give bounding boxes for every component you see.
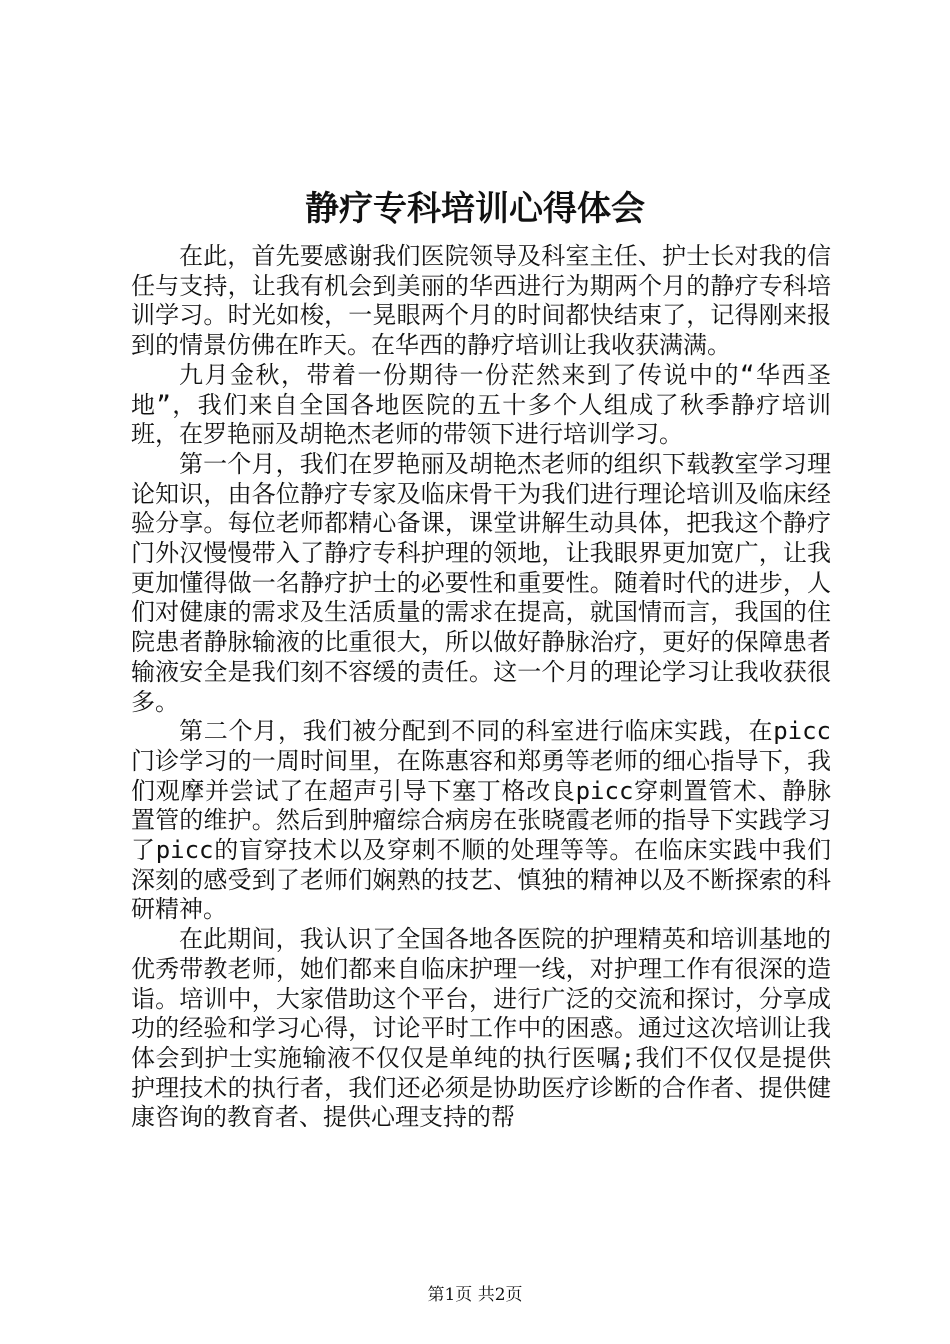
document-title: 静疗专科培训心得体会 (305, 189, 645, 229)
paragraph-during-period: 在此期间，我认识了全国各地各医院的护理精英和培训基地的优秀带教老师，她们都来自临床护理一线，对护理工作有很深的造诣。培训中，大家借助这个平台，进行广泛的交流和探讨，分享成功的经验和学习心得，讨论平时工作中的困惑。通过这次培训让我体会到护士实施输液不仅仅是单纯的执行医嘱;我们不仅仅是提供护理技术的执行者，我们还必须是协助医疗诊断的合作者、提供健康咨询的教育者、提供心理支持的帮 (131, 925, 831, 1132)
document-body (131, 242, 831, 1133)
page-footer: 第1页 共2页 (427, 1285, 523, 1305)
paragraph-first-month: 第一个月，我们在罗艳丽及胡艳杰老师的组织下载教室学习理论知识，由各位静疗专家及临床骨干为我们进行理论培训及临床经验分享。每位老师都精心备课，课堂讲解生动具体，把我这个静疗门外汉慢慢带入了静疗专科护理的领地，让我眼界更加宽广，让我更加懂得做一名静疗护士的必要性和重要性。随着时代的进步，人们对健康的需求及生活质量的需求在提高，就国情而言，我国的住院患者静脉输液的比重很大，所以做好静脉治疗，更好的保障患者输液安全是我们刻不容缓的责任。这一个月的理论学习让我收获很多。 (131, 449, 831, 716)
paragraph-intro: 在此，首先要感谢我们医院领导及科室主任、护士长对我的信任与支持，让我有机会到美丽的华西进行为期两个月的静疗专科培训学习。时光如梭，一晃眼两个月的时间都快结束了，记得刚来报到的情景仿佛在昨天。在华西的静疗培训让我收获满满。 (131, 242, 831, 360)
paragraph-september: 九月金秋，带着一份期待一份茫然来到了传说中的“华西圣地”，我们来自全国各地医院的五十多个人组成了秋季静疗培训班，在罗艳丽及胡艳杰老师的带领下进行培训学习。 (131, 360, 831, 449)
paragraph-second-month: 第二个月，我们被分配到不同的科室进行临床实践，在picc门诊学习的一周时间里，在陈惠容和郑勇等老师的细心指导下，我们观摩并尝试了在超声引导下塞丁格改良picc穿刺置管术、静脉置管的维护。然后到肿瘤综合病房在张晓霞老师的指导下实践学习了picc的盲穿技术以及穿刺不顺的处理等等。在临床实践中我们深刻的感受到了老师们娴熟的技艺、慎独的精神以及不断探索的科研精神。 (131, 717, 831, 924)
